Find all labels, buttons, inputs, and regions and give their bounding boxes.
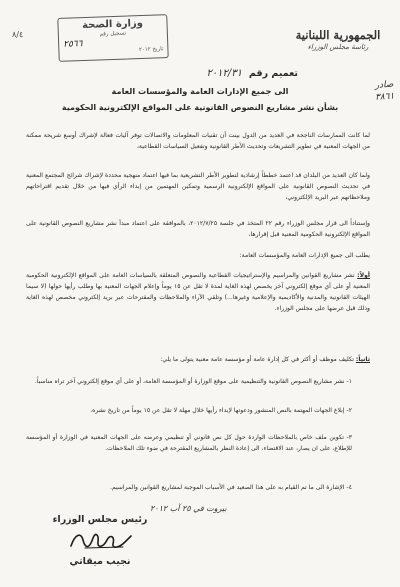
- corner-number: ٨/٤: [12, 30, 24, 39]
- registration-stamp: [57, 14, 168, 62]
- paragraph-1: لما كانت الممارسات الناجحة في العديد من الدول بينت أن تقنيات المعلومات والاتصالات توفر آليات فعالة لإشراك أوسع شريحة ممكنة من الجهات المعنية في تطوير التشريعات وتحديث الأطر القانونية وتفعيل السياسات القطاعية،: [26, 132, 370, 150]
- addressee: الى جميع الإدارات العامة والمؤسسات العامة: [111, 86, 289, 96]
- letterhead-country: الجمهورية اللبنانية: [295, 28, 381, 42]
- stamp-ministry: وزارة الصحة: [81, 17, 144, 32]
- handwritten-ref-number: ٣٨٦١: [374, 91, 395, 103]
- paragraph-4: يطلب الى جميع الإدارات العامة والمؤسسات العامة:: [239, 252, 370, 259]
- letterhead-office: رئاسة مجلس الوزراء: [307, 43, 369, 51]
- paragraph-2: ولما كان العديد من البلدان قد اعتمد خططاً إرشادية لتطوير الأطر التشريعية بما فيها اعتماد منهجية محددة لإشراك شرائح المجتمع المعنية في تحديث النصوص القانونية على المواقع الإلكترونية الرسمية وتمكين المهتمين من إبداء الرأي فيها من خلال تقديم اقتراحاتهم وملاحظاتهم عبر البريد الإلكتروني،: [26, 172, 370, 201]
- stamp-label: تسجيل رقم: [99, 30, 127, 38]
- stamp-number: ٢٥٦٦: [63, 39, 83, 50]
- letterhead: [290, 28, 386, 51]
- section-first-label: أولاً:: [357, 272, 371, 279]
- subitem-4: ٤- الإشارة الى ما تم القيام به على هذا الصعيد في الأسباب الموجبة لمشاريع القوانين والمراسيم.: [109, 484, 352, 491]
- section-second: [26, 354, 370, 365]
- paragraph-3: وإستناداً الى قرار مجلس الوزراء رقم ٢٢ المتخذ في جلسة ٢٠١٢/٧/٢٥، بالموافقة على اعتماد مبدأ نشر مشاريع النصوص القانونية على المواقع الإلكترونية الحكومية المعنية قبل إقرارها،: [26, 220, 370, 238]
- signature-block: [30, 514, 170, 568]
- handwritten-signature: [65, 528, 135, 554]
- circular-number: ٢٠١٢/٣١: [206, 68, 243, 79]
- subject-line: بشأن نشر مشاريع النصوص القانونية على المواقع الإلكترونية الحكومية: [61, 103, 339, 112]
- handwritten-ref-label: صادر: [374, 79, 394, 91]
- section-second-text: تكليف موظف أو أكثر في كل إدارة عامة أو مؤسسة عامة معنية يتولى ما يلي:: [160, 356, 354, 363]
- circular-label: تعميم رقم: [248, 68, 298, 79]
- section-first-text: نشر مشاريع القوانين والمراسيم والإستراتيجيات القطاعية والنصوص المتعلقة بالسياسات العامة على المواقع الإلكترونية الحكومية المعنية أو على أي موقع إلكتروني آخر يخصص لهذه الغاية لمدة لا تقل عن ١٥ يوماً وإعلام الجهات المعنية بها وطلب رأيها حولها (لا سيما الهيئات القانونية والمدنية والأكاديمية والإعلامية وغيرها...) وتلقي الآراء والملاحظات والمقترحات عبر بريد إلكتروني مخصص لهذه الغاية وذلك قبل عرضها على مجلس الوزراء.: [26, 272, 370, 312]
- section-first: [26, 270, 370, 314]
- section-second-label: ثانياً:: [355, 356, 370, 363]
- stamp-date: تاريخ ٢٠١٢: [138, 46, 164, 54]
- subitem-2: ٢- إبلاغ الجهات المهتمة بالنص المنشور ودعوتها لإبداء رأيها خلال مهلة لا تقل عن ١٥ يوماً من تاريخ نشره.: [90, 407, 352, 414]
- date-line: بيروت في ٢٥ آب ٢٠١٢: [150, 504, 227, 513]
- signature-title: رئيس مجلس الوزراء: [52, 514, 148, 525]
- signatory-name: نجيب ميقاتي: [69, 556, 131, 567]
- subitem-1: ١- نشر مشاريع النصوص القانونية والتنظيمية على موقع الوزارة أو المؤسسة العامة، أو على أي موقع إلكتروني آخر تراه مناسباً.: [34, 378, 352, 385]
- subitem-3: ٣- تكوين ملف خاص بالملاحظات الواردة حول كل نص قانوني أو تنظيمي وعرضه على الجهات المعنية في الوزارة أو المؤسسة للإطلاع، على ان يصار، عند الاقتضاء، الى إعادة النظر بالمشاريع المقترحة في ضوء تلك الملاحظات.: [26, 434, 352, 452]
- circular-number-line: [118, 68, 298, 79]
